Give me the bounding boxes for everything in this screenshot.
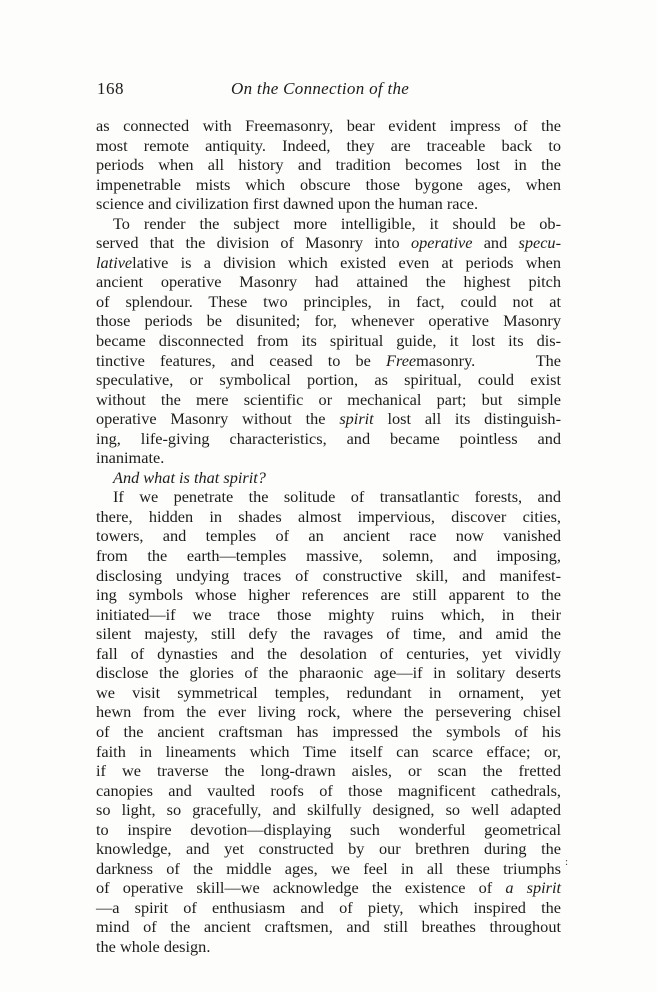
text-line: of splendour. These two principles, in fact, could not at: [96, 291, 561, 311]
text-line: darkness of the middle ages, we feel in all these triumphs: [96, 858, 561, 878]
text-line: if we traverse the long-drawn aisles, or scan the fretted: [96, 761, 561, 781]
text-line: [96, 253, 561, 273]
line-segment: The: [535, 350, 562, 370]
text-line: [96, 878, 561, 898]
text-line: the whole design.: [96, 936, 211, 956]
page-number: 168: [97, 79, 124, 98]
text-line: faith in lineaments which Time itself can scarce efface; or,: [96, 741, 561, 761]
text-line: disclosing undying traces of constructive skill, and manifest-: [96, 565, 561, 585]
text-line: —a spirit of enthusiasm and of piety, which inspired the: [96, 897, 561, 917]
text-line: so light, so gracefully, and skilfully designed, so well adapted: [96, 800, 561, 820]
text-line: as connected with Freemasonry, bear evident impress of the: [96, 116, 561, 135]
text-line: speculative, or symbolical portion, as spiritual, could exist: [96, 370, 561, 390]
text-line: And what is that spirit?: [113, 467, 266, 487]
emphasis-word: operative: [410, 233, 473, 253]
running-title: On the Connection of the: [231, 79, 410, 98]
text-line: of the ancient craftsman has impressed the symbols of his: [96, 721, 561, 741]
text-line: [96, 351, 561, 371]
emphasis-word: Free: [386, 350, 417, 370]
text-line: there, hidden in shades almost impervious, discover cities,: [96, 506, 561, 526]
line-segment: operative Masonry without the: [96, 409, 340, 429]
text-line: mind of the ancient craftsmen, and still breathes throughout: [96, 917, 561, 937]
margin-mark: :: [565, 856, 569, 868]
text-line: periods when all history and tradition becomes lost in the: [96, 155, 561, 175]
line-segment: masonry.: [416, 350, 476, 370]
text-line: fall of dynasties and the desolation of centuries, yet vividly: [96, 643, 561, 663]
text-line: knowledge, and yet constructed by our brethren during the: [96, 839, 561, 859]
text-line: To render the subject more intelligible, it should be ob-: [113, 213, 561, 233]
text-line: impenetrable mists which obscure those bygone ages, when: [96, 174, 561, 194]
text-line: [96, 233, 561, 253]
text-line: towers, and temples of an ancient race now vanished: [96, 526, 561, 546]
text-line: most remote antiquity. Indeed, they are traceable back to: [96, 135, 561, 155]
text-line: to inspire devotion—displaying such wonderful geometrical: [96, 819, 561, 839]
text-line: those periods be disunited; for, whenever operative Masonry: [96, 311, 561, 331]
line-segment: and: [472, 233, 519, 253]
text-line: ing symbols whose higher references are still apparent to the: [96, 585, 561, 605]
text-line: ing, life-giving characteristics, and became pointless and: [96, 428, 561, 448]
text-line: science and civilization first dawned upon the human race.: [96, 194, 479, 214]
emphasis-word: a spirit: [505, 878, 561, 898]
line-segment: served that the division of Masonry into: [96, 233, 411, 253]
text-line: If we penetrate the solitude of transatlantic forests, and: [113, 487, 561, 507]
line-segment: tinctive features, and ceased to be: [96, 350, 387, 370]
line-segment: of operative skill—we acknowledge the existence of: [96, 878, 506, 898]
text-line: hewn from the ever living rock, where the persevering chisel: [96, 702, 561, 722]
line-segment: lost all its distinguish-: [373, 409, 561, 429]
text-line: from the earth—temples massive, solemn, and imposing,: [96, 546, 561, 566]
emphasis-word: specu-: [518, 233, 561, 253]
line-segment: lative is a division which existed even at periods when: [132, 252, 561, 272]
page-header: [97, 79, 559, 103]
body-text: [96, 116, 561, 957]
text-line: without the mere scientific or mechanical part; but simple: [96, 389, 561, 409]
text-line: [96, 409, 561, 429]
text-line: ancient operative Masonry had attained the highest pitch: [96, 272, 561, 292]
emphasis-word: lative: [96, 252, 133, 272]
text-line: became disconnected from its spiritual guide, it lost its dis-: [96, 331, 561, 351]
text-line: we visit symmetrical temples, redundant in ornament, yet: [96, 682, 561, 702]
text-line: disclose the glories of the pharaonic age—if in solitary deserts: [96, 663, 561, 683]
emphasis-word: spirit: [339, 409, 374, 429]
text-line: canopies and vaulted roofs of those magnificent cathedrals,: [96, 780, 561, 800]
text-line: silent majesty, still defy the ravages of time, and amid the: [96, 624, 561, 644]
text-line: initiated—if we trace those mighty ruins which, in their: [96, 604, 561, 624]
text-line: inanimate.: [96, 448, 165, 468]
